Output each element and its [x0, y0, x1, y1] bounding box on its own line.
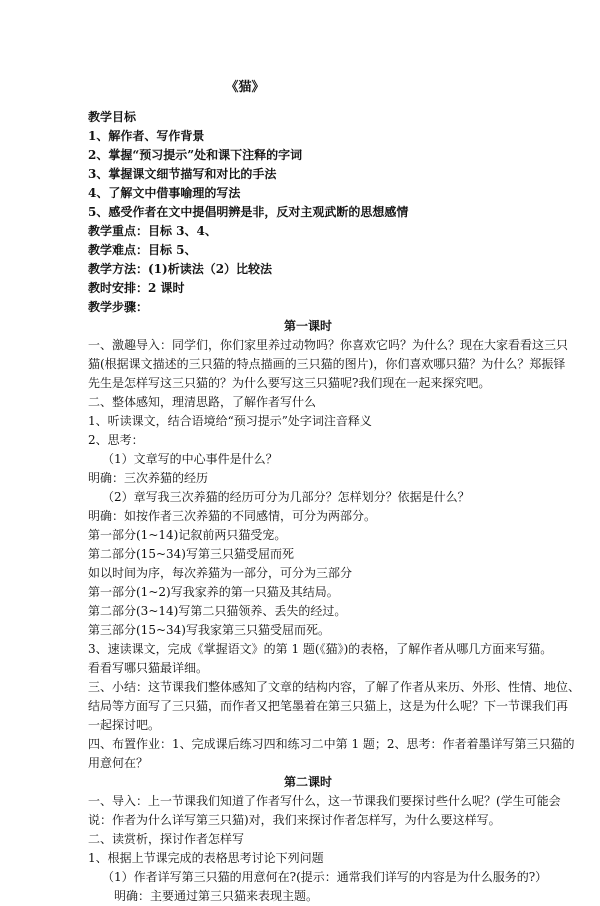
- text-line: 第一部分(1~14)记叙前两只猫受宠。: [88, 528, 287, 542]
- text-line: 教学难点：目标 5、: [88, 243, 197, 257]
- text-line: 3、速读课文，完成《掌握语文》的第 1 题(《猫》)的表格，了解作者从哪几方面来写猫。: [88, 642, 553, 656]
- text-line: 教学步骤：: [88, 300, 149, 314]
- text-line: 1、根据上节课完成的表格思考讨论下列问题: [88, 851, 324, 865]
- text-line: 第二部分(3~14)写第二只猫领养、丢失的经过。: [88, 604, 347, 618]
- text-line: 3、掌握课文细节描写和对比的手法: [88, 167, 277, 181]
- text-line: 第二部分(15~34)写第三只猫受屈而死: [88, 547, 294, 561]
- text-line: 一、导入：上一节课我们知道了作者写什么，这一节课我们要探讨些什么呢？(学生可能会: [88, 794, 561, 808]
- text-line: 二、整体感知，理清思路，了解作者写什么: [88, 395, 317, 409]
- text-line: 2、掌握“预习提示”处和课下注释的字词: [88, 148, 303, 162]
- document-title: 《猫》: [225, 80, 265, 95]
- text-line: 教学方法：(1)析读法（2）比较法: [88, 262, 273, 276]
- text-line: （1）作者详写第三只猫的用意何在?(提示：通常我们详写的内容是为什么服务的?）: [102, 870, 548, 884]
- text-line: 结局等方面写了三只猫，而作者又把笔墨着在第三只猫上，这是为什么呢？下一节课我们再: [88, 699, 569, 713]
- text-line: 看看写哪只猫最详细。: [88, 661, 209, 675]
- text-line: 1、听读课文，结合语境给“预习提示”处字词注音释义: [88, 414, 372, 428]
- text-line: 一起探讨吧。: [88, 718, 161, 732]
- text-line: 5、感受作者在文中提倡明辨是非，反对主观武断的思想感情: [88, 205, 409, 219]
- text-line: 三、小结：这节课我们整体感知了文章的结构内容，了解了作者从来历、外形、性情、地位、: [88, 680, 581, 694]
- text-line: 猫(根据课文描述的三只猫的特点描画的三只猫的图片)，你们喜欢哪只猫？为什么？郑振铎: [88, 357, 566, 371]
- text-line: 四、布置作业：1、完成课后练习四和练习二中第 1 题；2、思考：作者着墨详写第三只猫的: [88, 737, 575, 751]
- document-body: [88, 108, 581, 906]
- text-line: 1、解作者、写作背景: [88, 129, 205, 143]
- text-line: 明确：三次养猫的经历: [88, 471, 209, 485]
- text-line: 教时安排：2 课时: [88, 281, 185, 295]
- text-line: 第一部分(1~2)写我家养的第一只猫及其结局。: [88, 585, 339, 599]
- text-line: （2）章写我三次养猫的经历可分为几部分？怎样划分？依据是什么？: [102, 490, 470, 504]
- text-line: 教学目标: [88, 110, 137, 124]
- text-line: 明确：如按作者三次养猫的不同感情，可分为两部分。: [88, 509, 377, 523]
- text-line: 说：作者为什么详写第三只猫)对，我们来探讨作者怎样写，为什么要这样写。: [88, 813, 501, 827]
- text-line: 一、激趣导入：同学们，你们家里养过动物吗？你喜欢它吗？为什么？现在大家看看这三只: [88, 338, 569, 352]
- text-line: 明确：主要通过第三只猫来表现主题。: [114, 889, 319, 903]
- text-line: 二、读赏析，探讨作者怎样写: [88, 832, 245, 846]
- text-line: 用意何在？: [88, 756, 149, 770]
- text-line: 2、思考：: [88, 433, 144, 447]
- text-line: 4、了解文中借事喻理的写法: [88, 186, 241, 200]
- section-heading: 第二课时: [283, 775, 332, 789]
- text-line: 教学重点：目标 3、4、: [88, 224, 217, 238]
- section-heading: 第一课时: [283, 319, 332, 333]
- text-line: 第三部分(15~34)写我家第三只猫受屈而死。: [88, 623, 330, 637]
- text-line: 如以时间为序，每次养猫为一部分，可分为三部分: [88, 566, 353, 580]
- text-line: 先生是怎样写这三只猫的？为什么要写这三只猫呢?我们现在一起来探究吧。: [88, 376, 491, 390]
- text-line: （1）文章写的中心事件是什么？: [102, 452, 278, 466]
